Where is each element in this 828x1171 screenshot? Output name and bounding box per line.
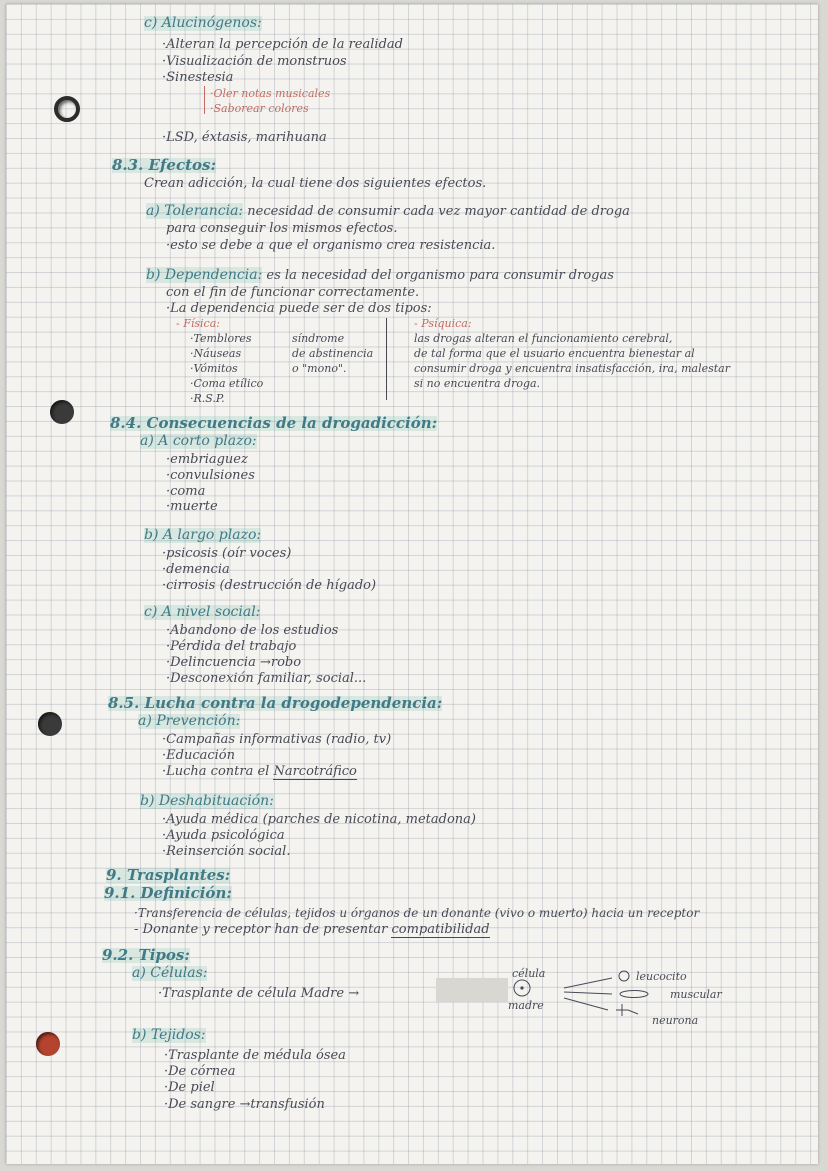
definicion-line-1: ·Transferencia de células, tejidos u órganos de un donante (vivo o muerto) hacia un receptor bbox=[134, 906, 700, 920]
fisica-label: - Física: bbox=[176, 317, 220, 330]
lucha-heading: 8.5. Lucha contra la drogodependencia: bbox=[108, 694, 443, 712]
arrow-to-muscular bbox=[564, 992, 612, 994]
psiquica-line-2: de tal forma que el usuario encuentra bienestar al bbox=[414, 347, 695, 360]
leucocito-label: leucocito bbox=[636, 970, 687, 983]
psiquica-line-3: consumir droga y encuentra insatisfacción, ira, malestar bbox=[414, 362, 730, 375]
prevencion-item-3-text: ·Lucha contra el bbox=[162, 764, 274, 779]
sindrome-line-1: síndrome bbox=[292, 332, 345, 345]
nivel-social-item-2: ·Pérdida del trabajo bbox=[166, 639, 297, 654]
prevencion-item-1: ·Campañas informativas (radio, tv) bbox=[162, 732, 392, 747]
definicion-heading: 9.1. Definición: bbox=[104, 884, 232, 902]
tipos-heading: 9.2. Tipos: bbox=[102, 946, 190, 964]
dependencia-line-3: ·La dependencia puede ser de dos tipos: bbox=[166, 301, 432, 316]
tejidos-item-4: ·De sangre →transfusión bbox=[164, 1097, 325, 1112]
binder-hole-3 bbox=[38, 712, 62, 736]
prevencion-item-3 bbox=[162, 764, 357, 779]
celulas-item-1: ·Trasplante de célula Madre → bbox=[158, 986, 360, 1001]
alucinogenos-line-3: ·Sinestesia bbox=[162, 70, 234, 85]
nivel-social-item-3: ·Delincuencia →robo bbox=[166, 655, 302, 670]
neurona-label: neurona bbox=[652, 1014, 699, 1027]
largo-plazo-item-3: ·cirrosis (destrucción de hígado) bbox=[162, 578, 377, 593]
binder-hole-4 bbox=[36, 1032, 60, 1056]
efectos-intro: Crean adicción, la cual tiene dos siguientes efectos. bbox=[144, 176, 487, 191]
largo-plazo-heading: b) A largo plazo: bbox=[144, 527, 262, 543]
tejidos-item-2: ·De córnea bbox=[164, 1064, 236, 1079]
madre-label: madre bbox=[508, 999, 544, 1012]
muscular-label: muscular bbox=[670, 988, 722, 1001]
narcotrafico-text: Narcotráfico bbox=[273, 764, 357, 779]
fisica-separator bbox=[386, 318, 387, 400]
deshabituacion-item-3: ·Reinserción social. bbox=[162, 844, 291, 859]
arrow-to-leucocito bbox=[564, 978, 612, 988]
deshabituacion-item-2: ·Ayuda psicológica bbox=[162, 828, 285, 843]
psiquica-label: - Psíquica: bbox=[414, 317, 472, 330]
corto-plazo-item-2: ·convulsiones bbox=[166, 468, 255, 483]
nivel-social-item-1: ·Abandono de los estudios bbox=[166, 623, 339, 638]
notebook-page bbox=[6, 4, 818, 1164]
efectos-heading: 8.3. Efectos: bbox=[112, 156, 217, 174]
stem-cell-nucleus bbox=[520, 986, 523, 989]
tolerancia-text: necesidad de consumir cada vez mayor cantidad de droga bbox=[243, 204, 630, 219]
corto-plazo-item-4: ·muerte bbox=[166, 499, 218, 514]
fisica-item-4: ·Coma etílico bbox=[190, 377, 264, 390]
dependencia-heading: b) Dependencia: bbox=[146, 267, 263, 283]
sinestesia-brace bbox=[204, 86, 205, 114]
tolerancia-line-3: ·esto se debe a que el organismo crea resistencia. bbox=[166, 238, 496, 253]
psiquica-line-1: las drogas alteran el funcionamiento cerebral, bbox=[414, 332, 673, 345]
definicion-line-2-text: - Donante y receptor han de presentar bbox=[134, 922, 392, 937]
leucocito-icon bbox=[619, 971, 629, 981]
fisica-item-5: ·R.S.P. bbox=[190, 392, 225, 405]
binder-hole-2 bbox=[50, 400, 74, 424]
compatibilidad-text: compatibilidad bbox=[391, 922, 490, 937]
tejidos-item-1: ·Trasplante de médula ósea bbox=[164, 1048, 346, 1063]
nivel-social-item-4: ·Desconexión familiar, social... bbox=[166, 671, 367, 686]
fisica-item-1: ·Temblores bbox=[190, 332, 252, 345]
arrow-to-neurona bbox=[564, 998, 608, 1010]
alucinogenos-line-1: ·Alteran la percepción de la realidad bbox=[162, 37, 403, 52]
prevencion-heading: a) Prevención: bbox=[138, 713, 241, 729]
trasplantes-heading: 9. Trasplantes: bbox=[106, 866, 231, 884]
fisica-item-3: ·Vómitos bbox=[190, 362, 238, 375]
alucinogenos-line-6: ·LSD, éxtasis, marihuana bbox=[162, 130, 327, 145]
consecuencias-heading: 8.4. Consecuencias de la drogadicción: bbox=[110, 414, 438, 432]
definicion-line-2 bbox=[134, 922, 490, 937]
sinestesia-item-2: ·Saborear colores bbox=[210, 102, 309, 115]
largo-plazo-item-2: ·demencia bbox=[162, 562, 230, 577]
blurred-box bbox=[436, 978, 508, 1002]
neuron-icon bbox=[616, 1004, 638, 1016]
tolerancia-heading: a) Tolerancia: bbox=[146, 203, 244, 219]
nivel-social-heading: c) A nivel social: bbox=[144, 604, 261, 620]
tolerancia-line-1 bbox=[146, 204, 630, 219]
fisica-item-2: ·Náuseas bbox=[190, 347, 242, 360]
celula-label: célula bbox=[512, 967, 546, 980]
corto-plazo-item-3: ·coma bbox=[166, 484, 206, 499]
prevencion-item-2: ·Educación bbox=[162, 748, 235, 763]
tejidos-item-3: ·De piel bbox=[164, 1080, 215, 1095]
tolerancia-line-2: para conseguir los mismos efectos. bbox=[166, 221, 398, 236]
sinestesia-item-1: ·Oler notas musicales bbox=[210, 87, 331, 100]
largo-plazo-item-1: ·psicosis (oír voces) bbox=[162, 546, 292, 561]
psiquica-line-4: si no encuentra droga. bbox=[414, 377, 541, 390]
dependencia-line-2: con el fin de funcionar correctamente. bbox=[166, 285, 420, 300]
alucinogenos-line-2: ·Visualización de monstruos bbox=[162, 54, 347, 69]
dependencia-text: es la necesidad del organismo para consumir drogas bbox=[262, 268, 614, 283]
corto-plazo-heading: a) A corto plazo: bbox=[140, 433, 257, 449]
corto-plazo-item-1: ·embriaguez bbox=[166, 452, 248, 467]
muscle-icon bbox=[620, 991, 648, 998]
celulas-heading: a) Células: bbox=[132, 965, 208, 981]
dependencia-line-1 bbox=[146, 268, 614, 283]
deshabituacion-item-1: ·Ayuda médica (parches de nicotina, metadona) bbox=[162, 812, 476, 827]
sindrome-line-2: de abstinencia bbox=[292, 347, 374, 360]
alucinogenos-heading: c) Alucinógenos: bbox=[144, 15, 262, 31]
binder-hole-1 bbox=[54, 96, 80, 122]
tejidos-heading: b) Tejidos: bbox=[132, 1027, 206, 1043]
deshabituacion-heading: b) Deshabituación: bbox=[140, 793, 274, 809]
sindrome-line-3: o "mono". bbox=[292, 362, 347, 375]
